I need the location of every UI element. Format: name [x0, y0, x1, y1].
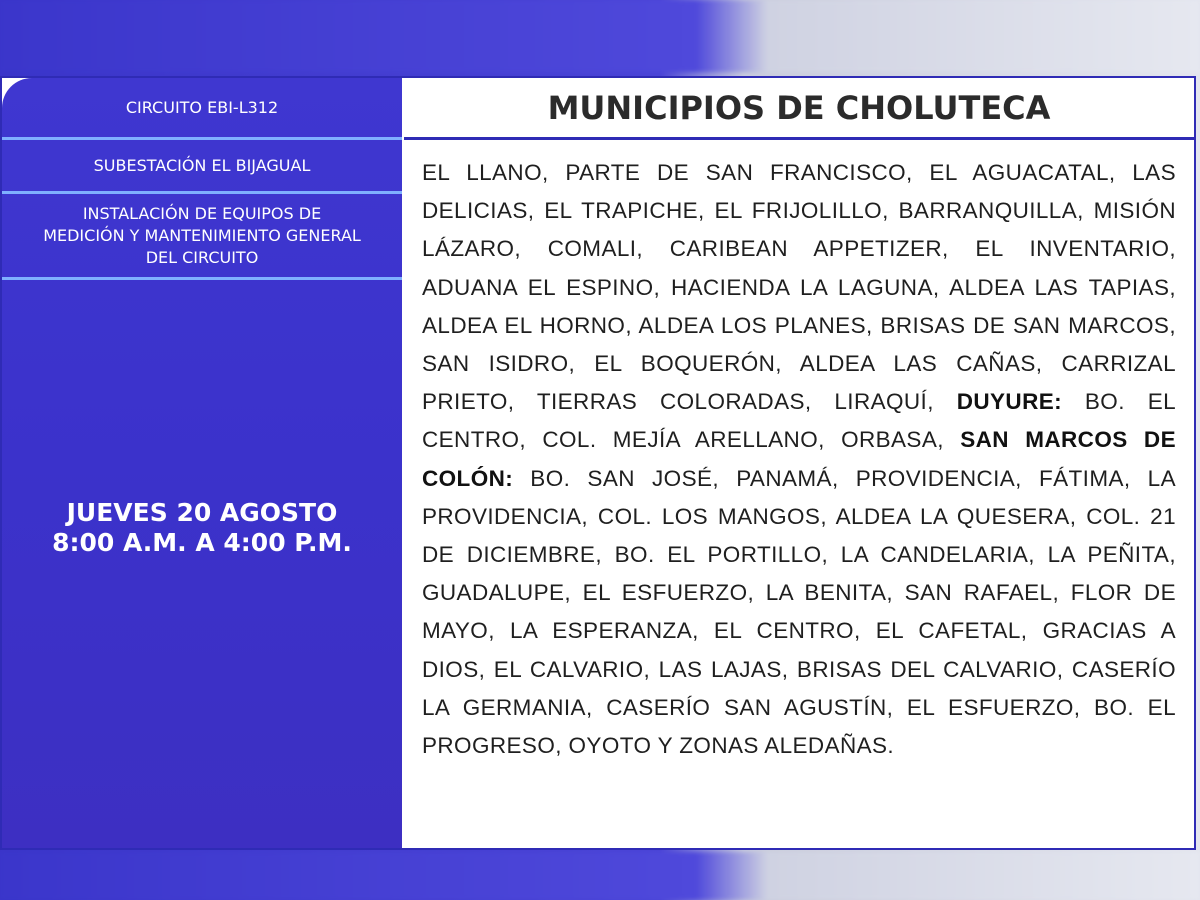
work-description: INSTALACIÓN DE EQUIPOS DE MEDICIÓN Y MANTENIMIENTO GENERAL DEL CIRCUITO: [2, 194, 402, 280]
circuit-label: CIRCUITO EBI-L312: [2, 78, 402, 140]
date-time-block: [2, 498, 402, 558]
affected-areas-text: [404, 140, 1194, 765]
schedule-panel: [2, 78, 402, 848]
areas-text-part-1: EL LLANO, PARTE DE SAN FRANCISCO, EL AGUACATAL, LAS DELICIAS, EL TRAPICHE, EL FRIJOLILLO, BARRANQUILLA, MISIÓN LÁZARO, COMALI, CARIBEAN APPETIZER, EL INVENTARIO, ADUANA EL ESPINO, HACIENDA LA LAGUNA, ALDEA LAS TAPIAS, ALDEA EL HORNO, ALDEA LOS PLANES, BRISAS DE SAN MARCOS, SAN ISIDRO, EL BOQUERÓN, ALDEA LAS CAÑAS, CARRIZAL PRIETO, TIERRAS COLORADAS, LIRAQUÍ,: [422, 160, 1176, 415]
date-label: JUEVES 20 AGOSTO: [66, 498, 338, 527]
substation-label: SUBESTACIÓN EL BIJAGUAL: [2, 140, 402, 194]
areas-text-part-3: BO. SAN JOSÉ, PANAMÁ, PROVIDENCIA, FÁTIMA, LA PROVIDENCIA, COL. LOS MANGOS, ALDEA LA QUESERA, COL. 21 DE DICIEMBRE, BO. EL PORTILLO, LA CANDELARIA, LA PEÑITA, GUADALUPE, EL ESFUERZO, LA BENITA, SAN RAFAEL, FLOR DE MAYO, LA ESPERANZA, EL CENTRO, EL CAFETAL, GRACIAS A DIOS, EL CALVARIO, LAS LAJAS, BRISAS DEL CALVARIO, CASERÍO LA GERMANIA, CASERÍO SAN AGUSTÍN, EL ESFUERZO, BO. EL PROGRESO, OYOTO Y ZONAS ALEDAÑAS.: [422, 465, 1176, 759]
municipalities-panel: [404, 78, 1194, 848]
municipality-san-marcos-de-colon: SAN MARCOS DE COLÓN:: [422, 427, 1176, 491]
background-top: [0, 0, 1200, 72]
background-bottom: [0, 852, 1200, 900]
municipalities-title: MUNICIPIOS DE CHOLUTECA: [404, 78, 1194, 140]
outage-notice-card: [0, 76, 1196, 850]
municipality-duyure: DUYURE:: [956, 389, 1063, 415]
time-range: 8:00 A.M. A 4:00 P.M.: [52, 528, 352, 557]
areas-text-part-2: BO. EL CENTRO, COL. MEJÍA ARELLANO, ORBASA,: [422, 389, 1177, 453]
